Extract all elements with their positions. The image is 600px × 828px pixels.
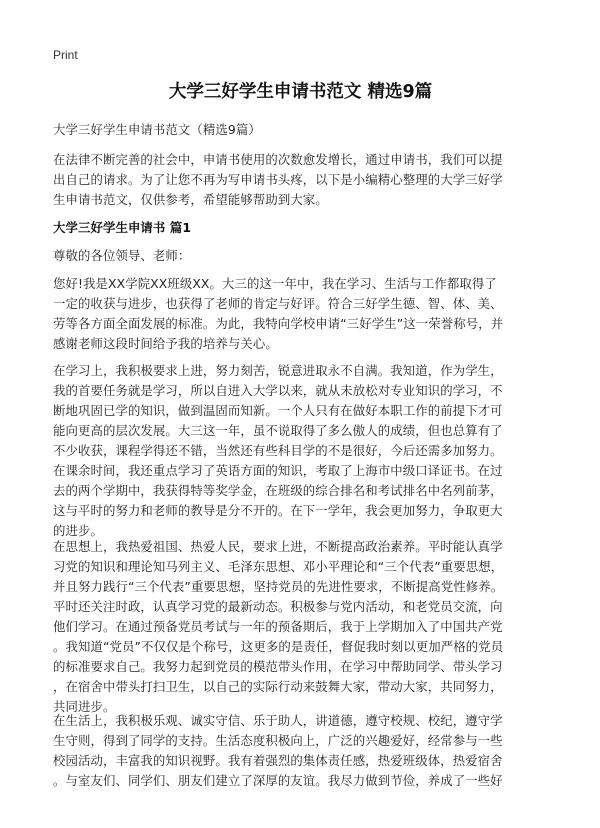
paragraph-line: 劳等各方面全面发展的标准。为此，我特向学校申请“三好学生”这一荣誉称号，并 bbox=[53, 316, 504, 331]
paragraph-line: 我的首要任务就是学习，所以自进入大学以来，就从未放松对专业知识的学习，不 bbox=[53, 383, 503, 398]
paragraph-line: 感谢老师这段时间给予我的培养与关心。 bbox=[53, 336, 278, 351]
intro-paragraph bbox=[53, 150, 548, 210]
intro-line: 在法律不断完善的社会中，申请书使用的次数愈发增长，通过申请书，我们可以提 bbox=[53, 152, 503, 167]
paragraph-line: 。我知道“党员”不仅仅是个称号，这更多的是责任，督促我时刻以更加严格的党员 bbox=[53, 639, 504, 654]
paragraph-line: 习党的知识和理论知马列主义、毛泽东思想、邓小平理论和“三个代表”重要思想， bbox=[53, 559, 504, 574]
section-heading: 大学三好学生申请书 篇1 bbox=[53, 220, 192, 235]
intro-line: 生申请书范文，仅供参考，希望能够帮助到大家。 bbox=[53, 192, 328, 207]
paragraph-line: 能向更高的层次发展。大三这一年，虽不说取得了多么傲人的成绩，但也总算有了 bbox=[53, 423, 503, 438]
paragraph-line: 去的两个学期中，我获得特等奖学金，在班级的综合排名和考试排名中名列前茅， bbox=[53, 483, 503, 498]
paragraph-line: 断地巩固已学的知识，做到温固而知新。一个人只有在做好本职工作的前提下才可 bbox=[53, 403, 503, 418]
paragraph-line: 他们学习。在通过预备党员考试与一年的预备期后，我于上学期加入了中国共产党 bbox=[53, 619, 503, 634]
paragraph-ideology bbox=[53, 537, 548, 717]
intro-line: 出自己的请求。为了让您不再为写申请书头疼，以下是小编精心整理的大学三好学 bbox=[53, 172, 503, 187]
paragraph-life bbox=[53, 711, 548, 791]
paragraph-line: 生守则，得到了同学的支持。生活态度积极向上，广泛的兴趣爱好，经常参与一些 bbox=[53, 733, 503, 748]
paragraph-introduction bbox=[53, 274, 548, 354]
paragraph-line: 校园活动，丰富我的知识视野。我有着强烈的集体责任感，热爱班级体，热爱宿舍 bbox=[53, 753, 503, 768]
paragraph-line: 不少收获，课程学得还不错，当然还有些科目学的不是很好，今后还需多加努力。 bbox=[53, 443, 503, 458]
letter-greeting: 尊敬的各位领导、老师： bbox=[53, 248, 191, 263]
paragraph-line: 在生活上，我积极乐观、诚实守信、乐于助人，讲道德，遵守校规、校纪，遵守学 bbox=[53, 713, 503, 728]
paragraph-line: 一定的收获与进步，也获得了老师的肯定与好评。符合三好学生德、智、体、美、 bbox=[53, 296, 503, 311]
paragraph-line: 共同进步。 bbox=[53, 699, 116, 714]
paragraph-line: 。与室友们、同学们、朋友们建立了深厚的友谊。我尽力做到节俭，养成了一些好 bbox=[53, 773, 503, 788]
paragraph-line: 在思想上，我热爱祖国、热爱人民，要求上进，不断提高政治素养。平时能认真学 bbox=[53, 539, 503, 554]
document-title: 大学三好学生申请书范文 精选9篇 bbox=[168, 82, 433, 102]
paragraph-line: 平时还关注时政，认真学习党的最新动态。积极参与党内活动，和老党员交流，向 bbox=[53, 599, 503, 614]
paragraph-line: 的标准要求自己。我努力起到党员的模范带头作用，在学习中帮助同学、带头学习 bbox=[53, 659, 503, 674]
paragraph-line: 并且努力践行“三个代表”重要思想，坚持党员的先进性要求，不断提高党性修养。 bbox=[53, 579, 504, 594]
document-subtitle: 大学三好学生申请书范文（精选9篇） bbox=[53, 122, 261, 137]
paragraph-line: 您好!我是XX学院XX班级XX。大三的这一年中，我在学习、生活与工作都取得了 bbox=[53, 276, 497, 291]
paragraph-line: 在课余时间，我还重点学习了英语方面的知识，考取了上海市中级口译证书。在过 bbox=[53, 463, 503, 478]
paragraph-line: 在学习上，我积极要求上进，努力刻苦，锐意进取永不自满。我知道，作为学生， bbox=[53, 363, 503, 378]
paragraph-line: 的进步。 bbox=[53, 523, 103, 538]
print-label: Print bbox=[53, 48, 78, 62]
paragraph-study bbox=[53, 361, 548, 541]
paragraph-line: ，在宿舍中带头打扫卫生，以自己的实际行动来鼓舞大家，带动大家，共同努力， bbox=[53, 679, 503, 694]
paragraph-line: 这与平时的努力和老师的教导是分不开的。在下一学年，我会更加努力，争取更大 bbox=[53, 503, 503, 518]
